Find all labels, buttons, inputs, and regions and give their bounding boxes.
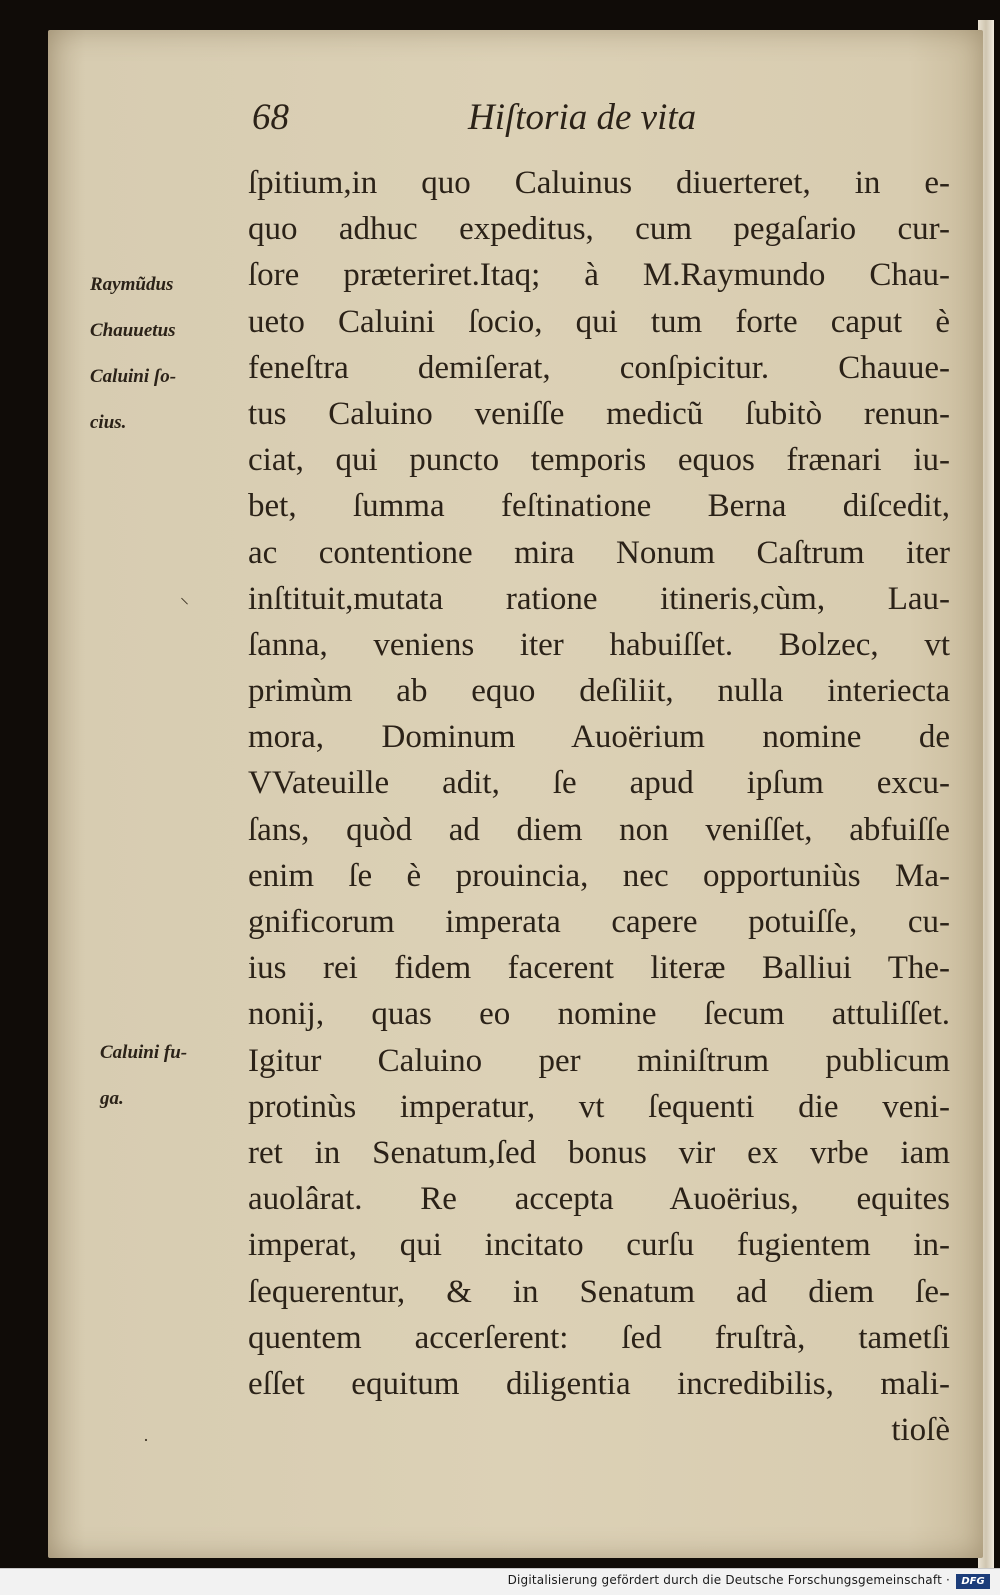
margin-note-line: Caluini fu- bbox=[100, 1042, 188, 1063]
text-line: ſore præteriret.Itaq; à M.Raymundo Chau- bbox=[248, 257, 950, 294]
footer-bar bbox=[0, 1568, 1000, 1595]
text-line: ueto Caluini ſocio, qui tum forte caput è bbox=[248, 303, 950, 340]
ink-speck: · bbox=[143, 1430, 149, 1450]
margin-note-line: Raymũdus bbox=[90, 274, 174, 295]
running-title: Hiſtoria de vita bbox=[468, 97, 697, 138]
text-line: ius rei fidem facerent literæ Balliui The- bbox=[248, 950, 950, 987]
text-line: tus Caluino veniſſe medicũ ſubitò renun- bbox=[248, 395, 950, 432]
text-line: ſequerentur, & in Senatum ad diem ſe- bbox=[248, 1273, 950, 1310]
text-line: eſſet equitum diligentia incredibilis, mali- bbox=[248, 1365, 950, 1402]
margin-note-line: cius. bbox=[90, 412, 127, 433]
text-line: bet, ſumma feſtinatione Berna diſcedit, bbox=[248, 488, 950, 525]
catchword: tioſè bbox=[891, 1412, 950, 1449]
text-line: ac contentione mira Nonum Caſtrum iter bbox=[248, 534, 950, 571]
text-line: enim ſe è prouincia, nec opportuniùs Ma- bbox=[248, 857, 950, 894]
ink-speck: ⸜ bbox=[180, 587, 189, 607]
page-number: 68 bbox=[252, 97, 289, 138]
text-line: ſpitium,in quo Caluinus diuerteret, in e- bbox=[248, 165, 950, 201]
text-line: quentem accerſerent: ſed fruſtrà, tametſi bbox=[248, 1319, 950, 1356]
text-line: ciat, qui puncto temporis equos frænari iu- bbox=[248, 442, 950, 479]
text-line: mora, Dominum Auoërium nomine de bbox=[248, 719, 950, 756]
text-line: Igitur Caluino per miniſtrum publicum bbox=[248, 1042, 950, 1079]
text-line: ret in Senatum,ſed bonus vir ex vrbe iam bbox=[248, 1134, 950, 1171]
footer-credit: Digitalisierung gefördert durch die Deutsche Forschungsgemeinschaft · bbox=[507, 1573, 950, 1587]
text-line: ſans, quòd ad diem non veniſſet, abfuiſſe bbox=[248, 811, 950, 848]
text-line: nonij, quas eo nomine ſecum attuliſſet. bbox=[248, 996, 950, 1033]
dfg-logo-icon: DFG bbox=[956, 1574, 990, 1589]
text-line: feneſtra demiſerat, conſpicitur. Chauue- bbox=[248, 349, 950, 386]
text-line: ſanna, veniens iter habuiſſet. Bolzec, vt bbox=[248, 626, 950, 663]
text-line: VVateuille adit, ſe apud ipſum excu- bbox=[248, 765, 950, 802]
margin-note-line: Chauuetus bbox=[90, 320, 176, 341]
margin-note-caluini-fuga bbox=[100, 1030, 187, 1122]
margin-note-line: Caluini ſo- bbox=[90, 366, 177, 387]
margin-note-raymundus bbox=[90, 262, 176, 446]
body-text bbox=[248, 160, 950, 1453]
margin-note-line: ga. bbox=[100, 1088, 124, 1109]
text-line: protinùs imperatur, vt ſequenti die veni- bbox=[248, 1088, 950, 1125]
text-line: inſtituit,mutata ratione itineris,cùm, Lau- bbox=[248, 580, 950, 617]
text-line: auolârat. Re accepta Auoërius, equites bbox=[248, 1181, 950, 1218]
text-line: imperat, qui incitato curſu fugientem in- bbox=[248, 1227, 950, 1264]
text-line: quo adhuc expeditus, cum pegaſario cur- bbox=[248, 211, 950, 248]
text-line: primùm ab equo deſiliit, nulla interiecta bbox=[248, 673, 950, 710]
text-line: gnificorum imperata capere potuiſſe, cu- bbox=[248, 904, 950, 940]
